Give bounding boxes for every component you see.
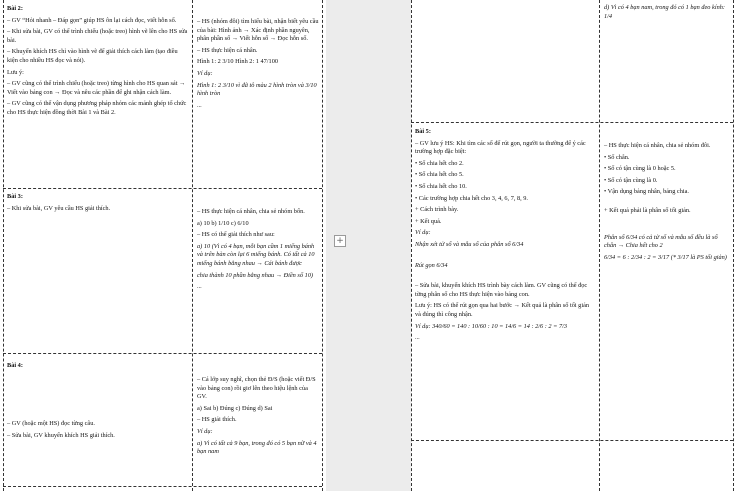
bai5-left-p5: + Cách trình bày. bbox=[415, 206, 459, 214]
bai4-right-p2: – HS giải thích. bbox=[197, 416, 237, 424]
bai5-left-p7: Ví dụ: bbox=[415, 229, 431, 237]
right-page bbox=[411, 0, 735, 491]
bai2-student-column bbox=[197, 18, 319, 113]
table-column-divider bbox=[599, 0, 600, 491]
bai2-teacher-column bbox=[7, 5, 189, 121]
bai3-right-p2: – HS có thể giải thích như sau: bbox=[197, 231, 275, 239]
bai3-title: Bài 3: bbox=[7, 193, 23, 200]
bai4-title: Bài 4: bbox=[7, 362, 23, 369]
bai4-left-p0: – GV (hoặc một HS) đọc từng câu. bbox=[7, 420, 95, 427]
bai4-right-p0: – Cá lớp suy nghĩ, chọn thẻ Đ/S (hoặc viết Đ/S vào bảng con) rồi giơ lên theo hiệu lệnh của GV. bbox=[197, 376, 316, 401]
bai4-right-p3: Ví dụ: bbox=[197, 427, 213, 435]
row-divider-bai5 bbox=[411, 122, 733, 123]
bai2-right-p0: – HS (nhóm đôi) tìm hiểu bài, nhận biết yêu cầu của bài: Hình ảnh → Xác định phần nguyên, phân phần số → Viết hỗn số → Đọc hỗn số. bbox=[197, 18, 319, 43]
table-bottom-border bbox=[411, 440, 733, 441]
bai5-left-p11: Lưu ý: HS có thể rút gọn qua hai bước → Kết quả là phân số tối giản và đúng thì công nhận. bbox=[415, 302, 590, 318]
bai5-right-p4: • Vận dụng bảng nhân, bảng chia. bbox=[604, 188, 689, 196]
bai5-left-p2: • Số chia hết cho 5. bbox=[415, 171, 464, 179]
bai3-teacher-column bbox=[7, 193, 189, 216]
bai2-left-p1: – Khi sửa bài, GV có thể trình chiếu (hoặc treo) hình vẽ lên cho HS sửa bài. bbox=[7, 28, 188, 44]
bai2-left-p0: – GV “Hỏi nhanh – Đáp gọn” giúp HS ôn lại cách đọc, viết hỗn số. bbox=[7, 16, 177, 24]
table-bottom-border bbox=[3, 486, 322, 487]
bai3-student-column bbox=[197, 208, 319, 295]
row-divider-bai4 bbox=[3, 353, 322, 354]
bai5-right-p0: – HS thực hiện cá nhân, chia sẻ nhóm đôi. bbox=[604, 142, 711, 149]
bai5-left-p3: • Số chia hết cho 10. bbox=[415, 182, 467, 190]
bai2-left-p4: – GV cũng có thể trình chiếu (hoặc treo) từng hình cho HS quan sát → Viết vào bảng con → Đọc và nêu các phần để ghi nhận cách làm. bbox=[7, 80, 186, 96]
bai2-right-p4: Hình 1: 2 3/10 vì đã tô màu 2 hình tròn và 3/10 hình tròn bbox=[197, 81, 317, 98]
bai5-left-p4: • Các trường hợp chia hết cho 3, 4, 6, 7, 8, 9. bbox=[415, 194, 529, 202]
bai3-right-p0: – HS thực hiện cá nhân, chia sẻ nhóm bốn. bbox=[197, 208, 305, 215]
bai5-right-p3: • Số có tận cùng là 0. bbox=[604, 176, 658, 184]
bai4-right-p1: a) Sai b) Đúng c) Đúng d) Sai bbox=[197, 404, 273, 412]
bai5-left-p8: Nhận xét tử số và mẫu số của phân số 6/34 bbox=[415, 240, 524, 248]
bai2-right-p3: Ví dụ: bbox=[197, 69, 213, 77]
bai5-title: Bài 5: bbox=[415, 128, 431, 135]
bai5-left-p6: + Kết quả. bbox=[415, 217, 442, 225]
add-page-button[interactable]: + bbox=[334, 235, 346, 247]
bai2-left-p5: – GV cũng có thể vận dụng phương pháp nhóm các mảnh ghép tổ chức cho HS thực hiện đồng thời Bài 1 và Bài 2. bbox=[7, 100, 187, 116]
bai3-right-p3: a) 10 (Vì có 4 bạn, mỗi bạn cầm 1 miếng bánh và trên bàn còn lại 6 miếng bánh. Có tất cả 10 miếng bánh bằng nhau → Cái bánh được bbox=[197, 242, 315, 267]
bai5-right-p6: Phân số 6/34 có cả tử số và mẫu số đều là số chẵn → Chia hết cho 2 bbox=[604, 233, 718, 250]
bai5-student-column bbox=[604, 142, 730, 265]
bai4-right-p4: a) Vì có tất cả 9 bạn, trong đó có 5 bạn nữ và 4 bạn nam bbox=[197, 439, 317, 456]
bai4-title-block bbox=[7, 362, 189, 374]
bai5-right-p7: 6/34 = 6 : 2/34 : 2 = 3/17 (* 3/17 là PS tối giản) bbox=[604, 253, 727, 261]
table-border-left bbox=[411, 0, 412, 491]
bai5-left-p0: – GV lưu ý HS: Khi tìm các số để rút gọn, người ta thường để ý các trường hợp đặc biệt: bbox=[415, 139, 586, 156]
table-border-right bbox=[733, 0, 734, 491]
bai5-left-p13: ... bbox=[415, 334, 420, 342]
table-border-right bbox=[322, 0, 323, 491]
bai4-teacher-column bbox=[7, 420, 189, 443]
bai3-left-p0: – Khi sửa bài, GV yêu cầu HS giải thích. bbox=[7, 204, 111, 212]
bai2-left-p2: – Khuyến khích HS chỉ vào hình vẽ để giải thích cách làm (tạo điều kiện cho nhiều HS đọc và nói). bbox=[7, 48, 178, 64]
bai4-left-p1: – Sửa bài, GV khuyến khích HS giải thích. bbox=[7, 431, 115, 439]
bai4-student-column bbox=[197, 376, 319, 460]
top-right-p0: d) Vì có 4 bạn nam, trong đó có 1 bạn đeo kính: 1/4 bbox=[604, 4, 725, 20]
bai5-left-p9: Rút gọn 6/34 bbox=[415, 261, 448, 269]
bai2-right-p1: – HS thực hiện cá nhân. bbox=[197, 46, 258, 54]
table-border-left bbox=[3, 0, 4, 491]
bai5-teacher-column bbox=[415, 128, 595, 346]
bai5-right-p5: + Kết quả phải là phân số tối giản. bbox=[604, 206, 691, 214]
bai5-left-p12: Ví dụ: 340/60 = 140 : 10/60 : 10 = 14/6 = 14 : 2/6 : 2 = 7/3 bbox=[415, 322, 568, 330]
left-page bbox=[0, 0, 326, 491]
bai2-right-p2: Hình 1: 2 3/10 Hình 2: 1 47/100 bbox=[197, 58, 278, 66]
bai3-right-p5: ... bbox=[197, 283, 202, 291]
bai5-right-p1: • Số chẵn. bbox=[604, 153, 630, 161]
bai3-right-p4: chia thành 10 phần bằng nhau → Điền số 10) bbox=[197, 271, 313, 279]
bai5-left-p10: – Sửa bài, khuyến khích HS trình bày cách làm. GV cũng có thể đọc từng phân số cho HS thực hiện vào bảng con. bbox=[415, 282, 588, 298]
bai5-left-p1: • Số chia hết cho 2. bbox=[415, 159, 464, 167]
row-divider-bai3 bbox=[3, 188, 322, 189]
bai2-left-p3: Lưu ý: bbox=[7, 68, 24, 76]
bai2-title: Bài 2: bbox=[7, 5, 23, 12]
bai5-right-p2: • Số có tận cùng là 0 hoặc 5. bbox=[604, 165, 676, 173]
bai2-right-p5: ... bbox=[197, 101, 202, 109]
bai3-right-p1: a) 10 b) 1/10 c) 6/10 bbox=[197, 219, 249, 227]
table-column-divider bbox=[192, 0, 193, 491]
top-student-column bbox=[604, 4, 730, 24]
